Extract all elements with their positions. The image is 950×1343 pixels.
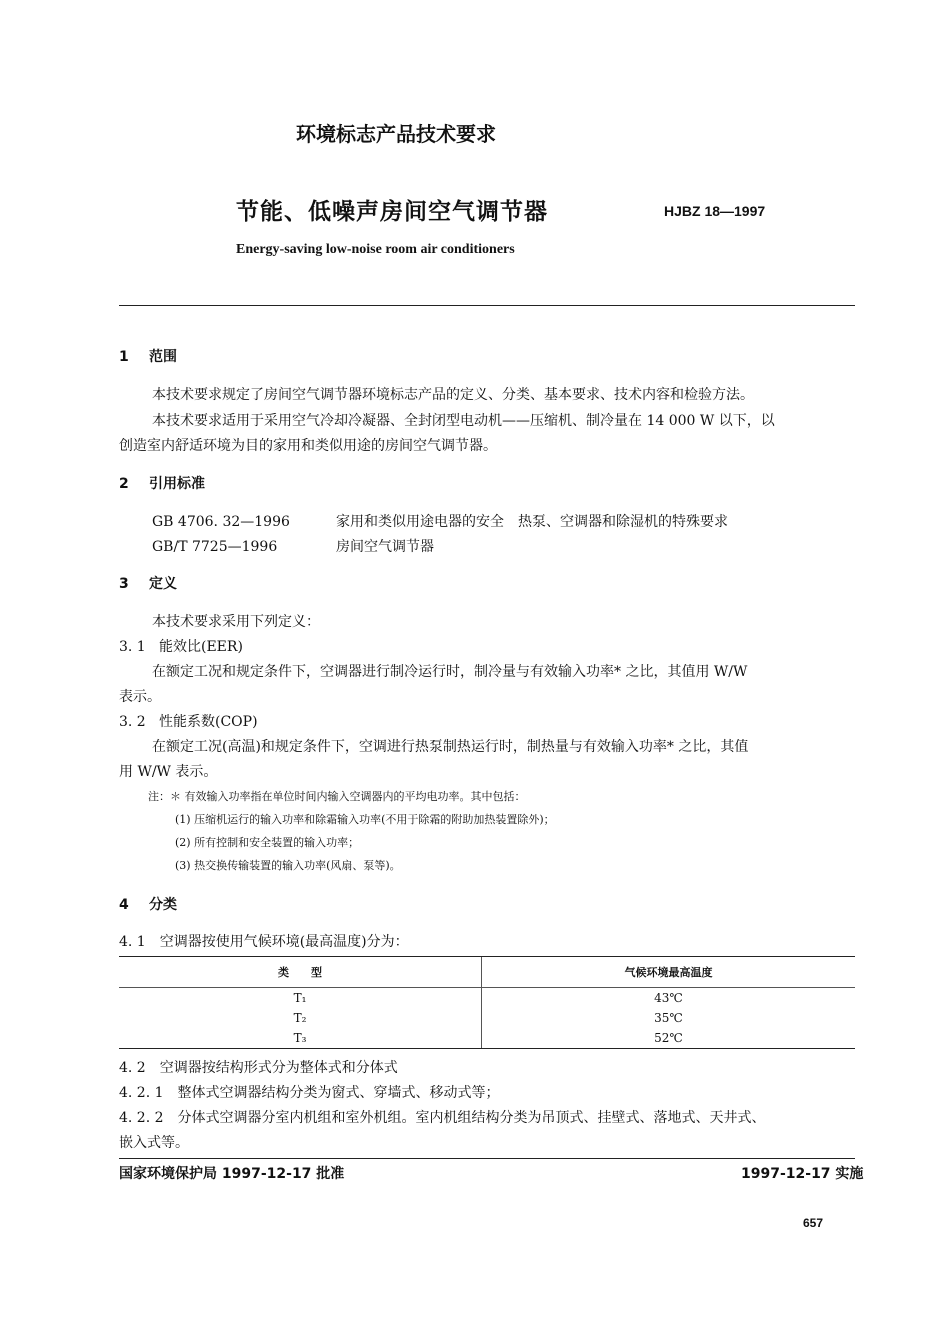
reference-name: 家用和类似用途电器的安全 热泵、空调器和除湿机的特殊要求 (336, 514, 728, 530)
paragraph-continuation: 表示。 (119, 689, 161, 705)
paragraph-continuation: 创造室内舒适环境为目的家用和类似用途的房间空气调节器。 (119, 438, 497, 454)
paragraph: 在额定工况和规定条件下，空调器进行制冷运行时，制冷量与有效输入功率* 之比，其值用 W/W (152, 664, 748, 680)
definition-heading (119, 711, 258, 731)
note-item: (3) 热交换传输装置的输入功率(风扇、泵等)。 (175, 859, 401, 872)
table-cell-temp: 35℃ (482, 1008, 856, 1028)
clause: 4. 2. 1 整体式空调器结构分类为窗式、穿墙式、移动式等； (119, 1085, 500, 1101)
paragraph: 本技术要求采用下列定义： (152, 614, 320, 630)
definition-number: 3. 2 (119, 714, 146, 730)
paragraph: 本技术要求规定了房间空气调节器环境标志产品的定义、分类、基本要求、技术内容和检验方法。 (152, 387, 754, 403)
document-title: 节能、低噪声房间空气调节器 (236, 199, 548, 225)
table-header-row (119, 957, 855, 988)
reference-item (152, 511, 728, 531)
reference-code: GB/T 7725—1996 (152, 539, 278, 555)
section-title: 定义 (149, 576, 177, 592)
reference-code: GB 4706. 32—1996 (152, 514, 290, 530)
table-cell-temp: 52℃ (482, 1028, 856, 1049)
definition-title: 性能系数(COP) (159, 714, 258, 730)
section-title: 范围 (149, 349, 177, 365)
paragraph: 本技术要求适用于采用空气冷却冷凝器、全封闭型电动机——压缩机、制冷量在 14 000 W 以下，以 (152, 413, 775, 429)
clause: 4. 2 空调器按结构形式分为整体式和分体式 (119, 1060, 398, 1076)
table-cell-temp: 43℃ (482, 988, 856, 1009)
climate-type-table (119, 956, 855, 1049)
standard-code: HJBZ 18—1997 (664, 203, 766, 219)
note-item: (2) 所有控制和安全装置的输入功率； (175, 836, 360, 849)
paragraph: 在额定工况(高温)和规定条件下，空调进行热泵制热运行时，制热量与有效输入功率* 之比，其值 (152, 739, 749, 755)
footer-rule (119, 1158, 855, 1159)
table-header-type: 类 型 (119, 957, 482, 988)
header-rule (119, 305, 855, 306)
table-cell-type: T₃ (119, 1028, 482, 1049)
table-row (119, 988, 855, 1009)
series-title: 环境标志产品技术要求 (296, 122, 496, 146)
clause: 4. 2. 2 分体式空调器分室内机组和室外机组。室内机组结构分类为吊顶式、挂壁式、落地式、天井式、 (119, 1110, 766, 1126)
section-number: 4 (119, 897, 129, 913)
english-title: Energy-saving low-noise room air conditioners (236, 242, 515, 257)
section-number: 1 (119, 349, 129, 365)
section-3-heading (119, 573, 177, 593)
definition-number: 3. 1 (119, 639, 146, 655)
table-row (119, 1028, 855, 1049)
page-number: 657 (803, 1216, 824, 1230)
reference-name: 房间空气调节器 (336, 539, 434, 555)
section-2-heading (119, 473, 205, 493)
section-4-heading (119, 894, 177, 914)
definition-heading (119, 636, 243, 656)
effective-date: 1997-12-17 实施 (741, 1166, 864, 1182)
table-cell-type: T₁ (293, 991, 307, 1005)
reference-item (152, 536, 434, 556)
section-title: 引用标准 (149, 476, 205, 492)
approval-statement: 国家环境保护局 1997-12-17 批准 (119, 1166, 345, 1182)
section-title: 分类 (149, 897, 177, 913)
paragraph-continuation: 用 W/W 表示。 (119, 764, 218, 780)
table-cell-type: T₂ (293, 1011, 307, 1025)
definition-title: 能效比(EER) (159, 639, 243, 655)
section-number: 2 (119, 476, 129, 492)
table-header-max-temp: 气候环境最高温度 (482, 957, 856, 988)
clause: 4. 1 空调器按使用气候环境(最高温度)分为： (119, 934, 409, 950)
clause-continuation: 嵌入式等。 (119, 1135, 189, 1151)
note: 注：＊ 有效输入功率指在单位时间内输入空调器内的平均电功率。其中包括： (148, 790, 526, 803)
section-1-heading (119, 346, 177, 366)
note-item: (1) 压缩机运行的输入功率和除霜输入功率(不用于除霜的附助加热装置除外)； (175, 813, 555, 826)
section-number: 3 (119, 576, 129, 592)
table-row (119, 1008, 855, 1028)
